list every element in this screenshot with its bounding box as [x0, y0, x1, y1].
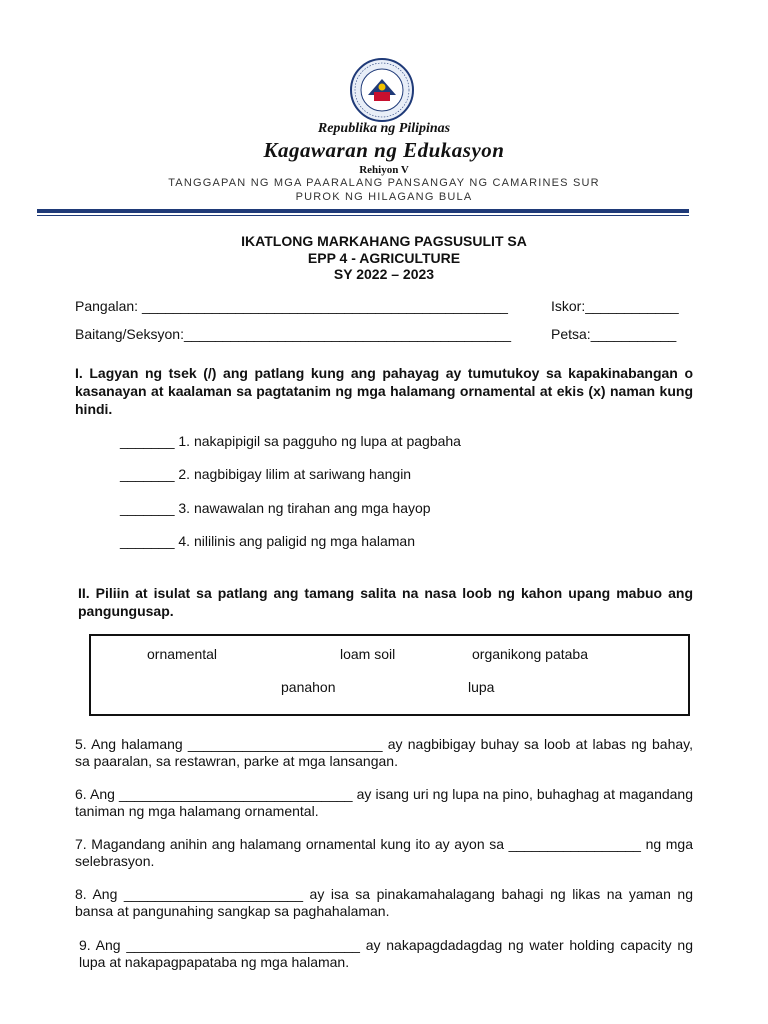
- header-divider: [37, 209, 689, 213]
- word-bank-item: lupa: [468, 679, 495, 695]
- iskor-field[interactable]: Iskor:____________: [551, 298, 679, 314]
- question-8[interactable]: 8. Ang _______________________ ay isa sa pinakamahalagang bahagi ng likas na yaman ng bansa at pangunahing sangkap sa paghahalaman.: [75, 886, 693, 919]
- word-bank-item: organikong pataba: [472, 646, 588, 662]
- header-divider-thin: [37, 215, 689, 216]
- question-7[interactable]: 7. Magandang anihin ang halamang ornamental kung ito ay ayon sa _________________ ng mga selebrasyon.: [75, 836, 693, 869]
- part1-item[interactable]: _______ 2. nagbibigay lilim at sariwang hangin: [120, 466, 412, 482]
- tanggapan-heading: TANGGAPAN NG MGA PAARALANG PANSANGAY NG CAMARINES SUR: [168, 177, 600, 189]
- petsa-field[interactable]: Petsa:___________: [551, 326, 677, 342]
- question-5[interactable]: 5. Ang halamang _________________________ ay nagbibigay buhay sa loob at labas ng bahay, sa paaralan, sa restawran, parke at mga lansangan.: [75, 736, 693, 769]
- word-bank-item: ornamental: [147, 646, 218, 662]
- word-bank-item: loam soil: [340, 646, 396, 662]
- part1-item[interactable]: _______ 4. nililinis ang paligid ng mga halaman: [120, 533, 415, 549]
- part2-instruction: II. Piliin at isulat sa patlang ang tamang salita na nasa loob ng kahon upang mabuo ang pangungusap.: [78, 585, 693, 619]
- deped-seal-logo: [343, 57, 421, 123]
- exam-title-line1: IKATLONG MARKAHANG PAGSUSULIT SA: [241, 233, 527, 249]
- word-bank-box: [89, 634, 690, 716]
- exam-title-line3: SY 2022 – 2023: [333, 266, 435, 282]
- kagawaran-heading: Kagawaran ng Edukasyon: [263, 138, 505, 162]
- word-bank-item: panahon: [281, 679, 336, 695]
- exam-title-line2: EPP 4 - AGRICULTURE: [307, 250, 461, 266]
- part1-item[interactable]: _______ 3. nawawalan ng tirahan ang mga hayop: [120, 500, 431, 516]
- baitang-seksyon-field[interactable]: Baitang/Seksyon:__________________________________________: [75, 326, 511, 342]
- question-9[interactable]: 9. Ang ______________________________ ay nakapagdadagdag ng water holding capacity ng lupa at nakapagpapataba ng mga halaman.: [79, 937, 693, 970]
- pangalan-field[interactable]: Pangalan: _______________________________________________: [75, 298, 508, 314]
- part1-item[interactable]: _______ 1. nakapipigil sa pagguho ng lupa at pagbaha: [120, 433, 461, 449]
- question-6[interactable]: 6. Ang ______________________________ ay isang uri ng lupa na pino, buhaghag at magandang taniman ng mga halamang ornamental.: [75, 786, 693, 819]
- part1-instruction: I. Lagyan ng tsek (/) ang patlang kung ang pahayag ay tumutukoy sa kapakinabangan o kasanayan at kaalaman sa pagtatanim ng mga halamang ornamental at ekis (x) naman kung hindi.: [75, 365, 693, 417]
- purok-heading: PUROK NG HILAGANG BULA: [295, 191, 473, 203]
- rehiyon-heading: Rehiyon V: [359, 164, 409, 176]
- republika-heading: Republika ng Pilipinas: [317, 121, 451, 136]
